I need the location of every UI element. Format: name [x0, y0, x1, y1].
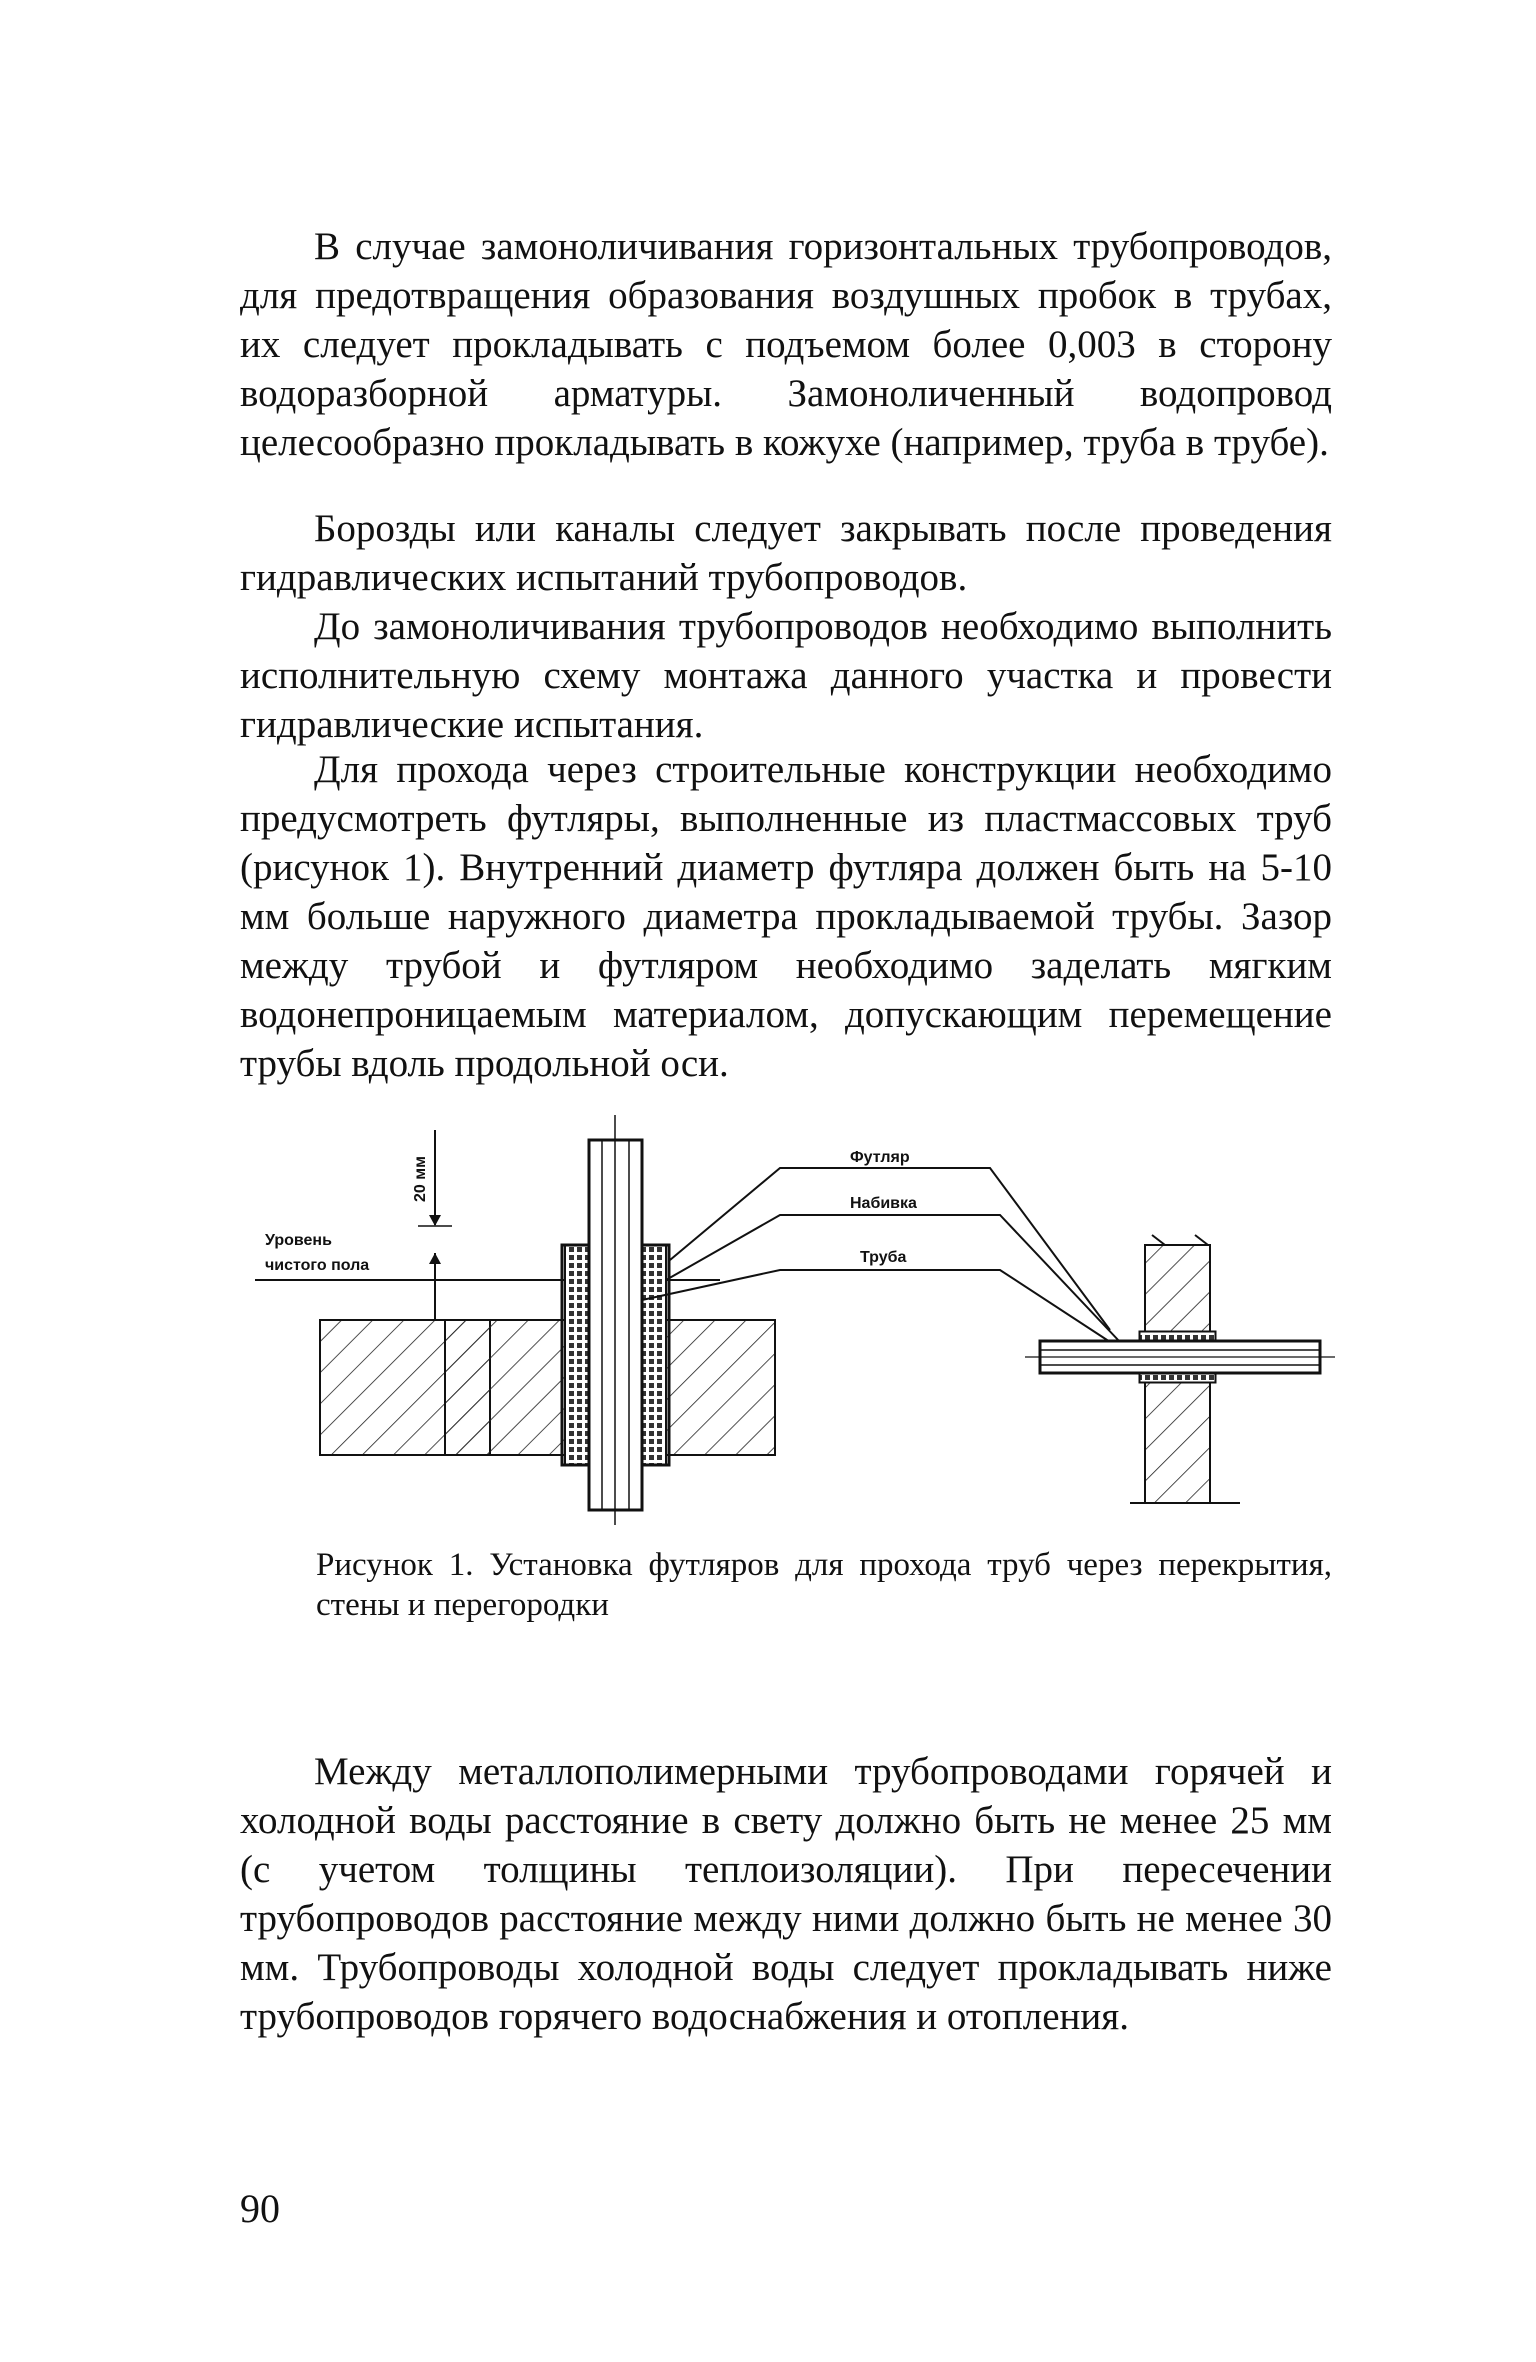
paragraph-5: Между металлополимерными трубопроводами горячей и холодной воды расстояние в свету должно быть не менее 25 мм (с учетом толщины теплоизоляции). При пересечении трубопроводов расстояние между ними должно быть не менее 30 мм. Трубопроводы холодной воды следует прокладывать ниже трубопроводов горячего водоснабжения и отопления.: [240, 1750, 1332, 2038]
paragraph-1: В случае замоноличивания горизонтальных трубопроводов, для предотвращения образования воздушных пробок в трубах, их следует прокладывать с подъемом более 0,003 в сторону водоразборной арматуры. Замоноличенный водопровод целесообразно прокладывать в кожухе (например, труба в трубе).: [240, 225, 1332, 464]
packing-label: Набивка: [850, 1195, 917, 1212]
page-number: 90: [240, 2186, 280, 2231]
figure-sleeve-installation: [240, 1110, 1340, 1530]
wall-upper: [1145, 1245, 1210, 1335]
sleeve-label: Футляр: [850, 1149, 910, 1166]
paragraph-2: Борозды или каналы следует закрывать после проведения гидравлических испытаний трубопроводов.: [240, 507, 1332, 599]
vertical-pipe-assembly: [562, 1115, 669, 1525]
paragraph-3: До замоноличивания трубопроводов необходимо выполнить исполнительную схему монтажа данного участка и провести гидравлические испытания.: [240, 605, 1332, 746]
wall-lower: [1145, 1378, 1210, 1503]
floor-slab: [320, 1320, 775, 1455]
dimension-label: 20 мм: [412, 1156, 429, 1202]
floor-level-label-1: Уровень: [265, 1232, 332, 1249]
packing-right: [642, 1245, 666, 1465]
paragraph-4: Для прохода через строительные конструкции необходимо предусмотреть футляры, выполненные из пластмассовых труб (рисунок 1). Внутренний диаметр футляра должен быть на 5-10 мм больше наружного диаметра прокладываемой трубы. Зазор между трубой и футляром необходимо заделать мягким водонепроницаемым материалом, допускающим перемещение трубы вдоль продольной оси.: [240, 748, 1332, 1085]
pipe-label: Труба: [860, 1249, 907, 1266]
figure-caption: Рисунок 1. Установка футляров для прохода труб через перекрытия, стены и перегородки: [316, 1547, 1332, 1623]
dimension-indicator: [412, 1130, 452, 1320]
packing-left: [565, 1245, 589, 1465]
floor-level-label-2: чистого пола: [265, 1257, 370, 1274]
sleeve-diagram: [240, 1110, 1340, 1530]
wall-assembly: [1025, 1235, 1335, 1503]
